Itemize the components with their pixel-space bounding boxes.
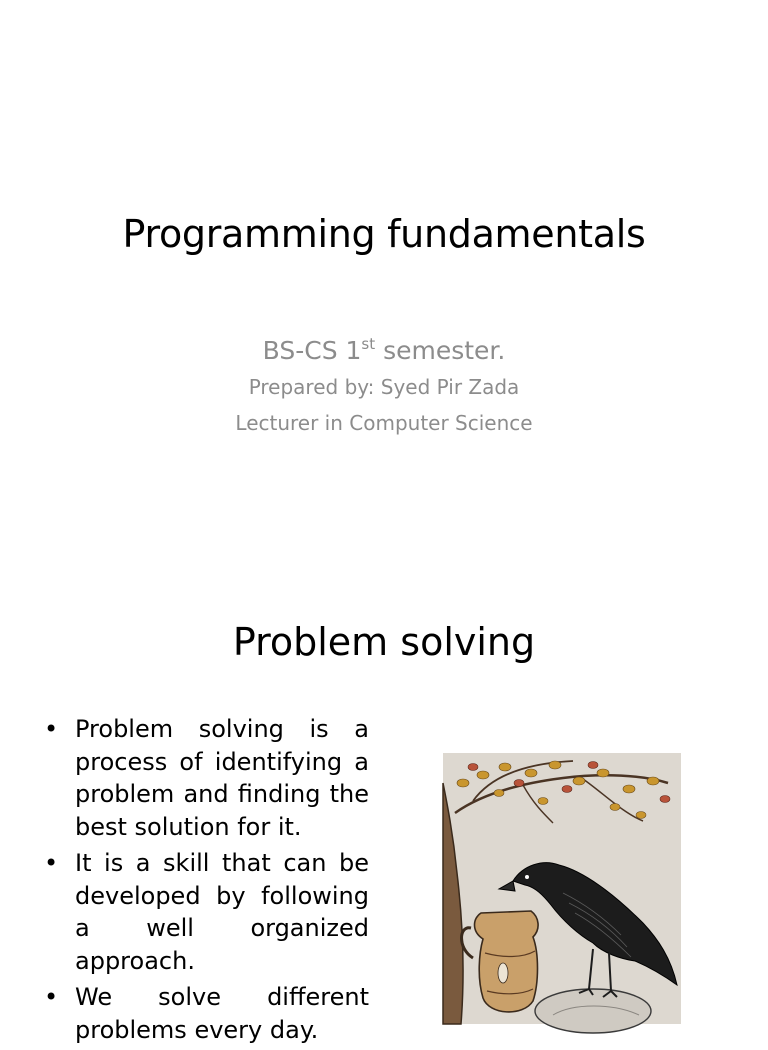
bullet-icon: • bbox=[44, 849, 59, 877]
bullet-text: We solve different problems every day. bbox=[75, 983, 369, 1044]
bullet-icon: • bbox=[44, 715, 59, 743]
prepared-by-text: Prepared by: Syed Pir Zada bbox=[248, 375, 520, 399]
bullet-text: It is a skill that can be developed by following a well organized approach. bbox=[75, 849, 369, 975]
semester-label: semester. bbox=[375, 336, 506, 365]
bullet-icon: • bbox=[44, 983, 59, 1011]
course-subtitle bbox=[0, 333, 768, 369]
bullet-text: Problem solving is a process of identifying a problem and finding the best solution for it. bbox=[75, 715, 369, 841]
crow-and-pitcher-image bbox=[443, 753, 681, 1024]
ordinal-suffix: st bbox=[361, 335, 376, 353]
bullet-item bbox=[44, 981, 369, 1046]
lecturer-position-text: Lecturer in Computer Science bbox=[235, 411, 533, 435]
bullet-item bbox=[44, 713, 369, 843]
bullet-item bbox=[44, 847, 369, 977]
course-name: BS-CS 1 bbox=[262, 336, 362, 365]
slide-title: Problem solving bbox=[232, 620, 536, 664]
problem-solving-slide bbox=[0, 575, 768, 1044]
bullet-list bbox=[44, 713, 369, 1050]
slide-title: Programming fundamentals bbox=[122, 212, 646, 256]
subtitle-block bbox=[0, 333, 768, 441]
crow-pitcher-illustration bbox=[443, 753, 681, 1024]
